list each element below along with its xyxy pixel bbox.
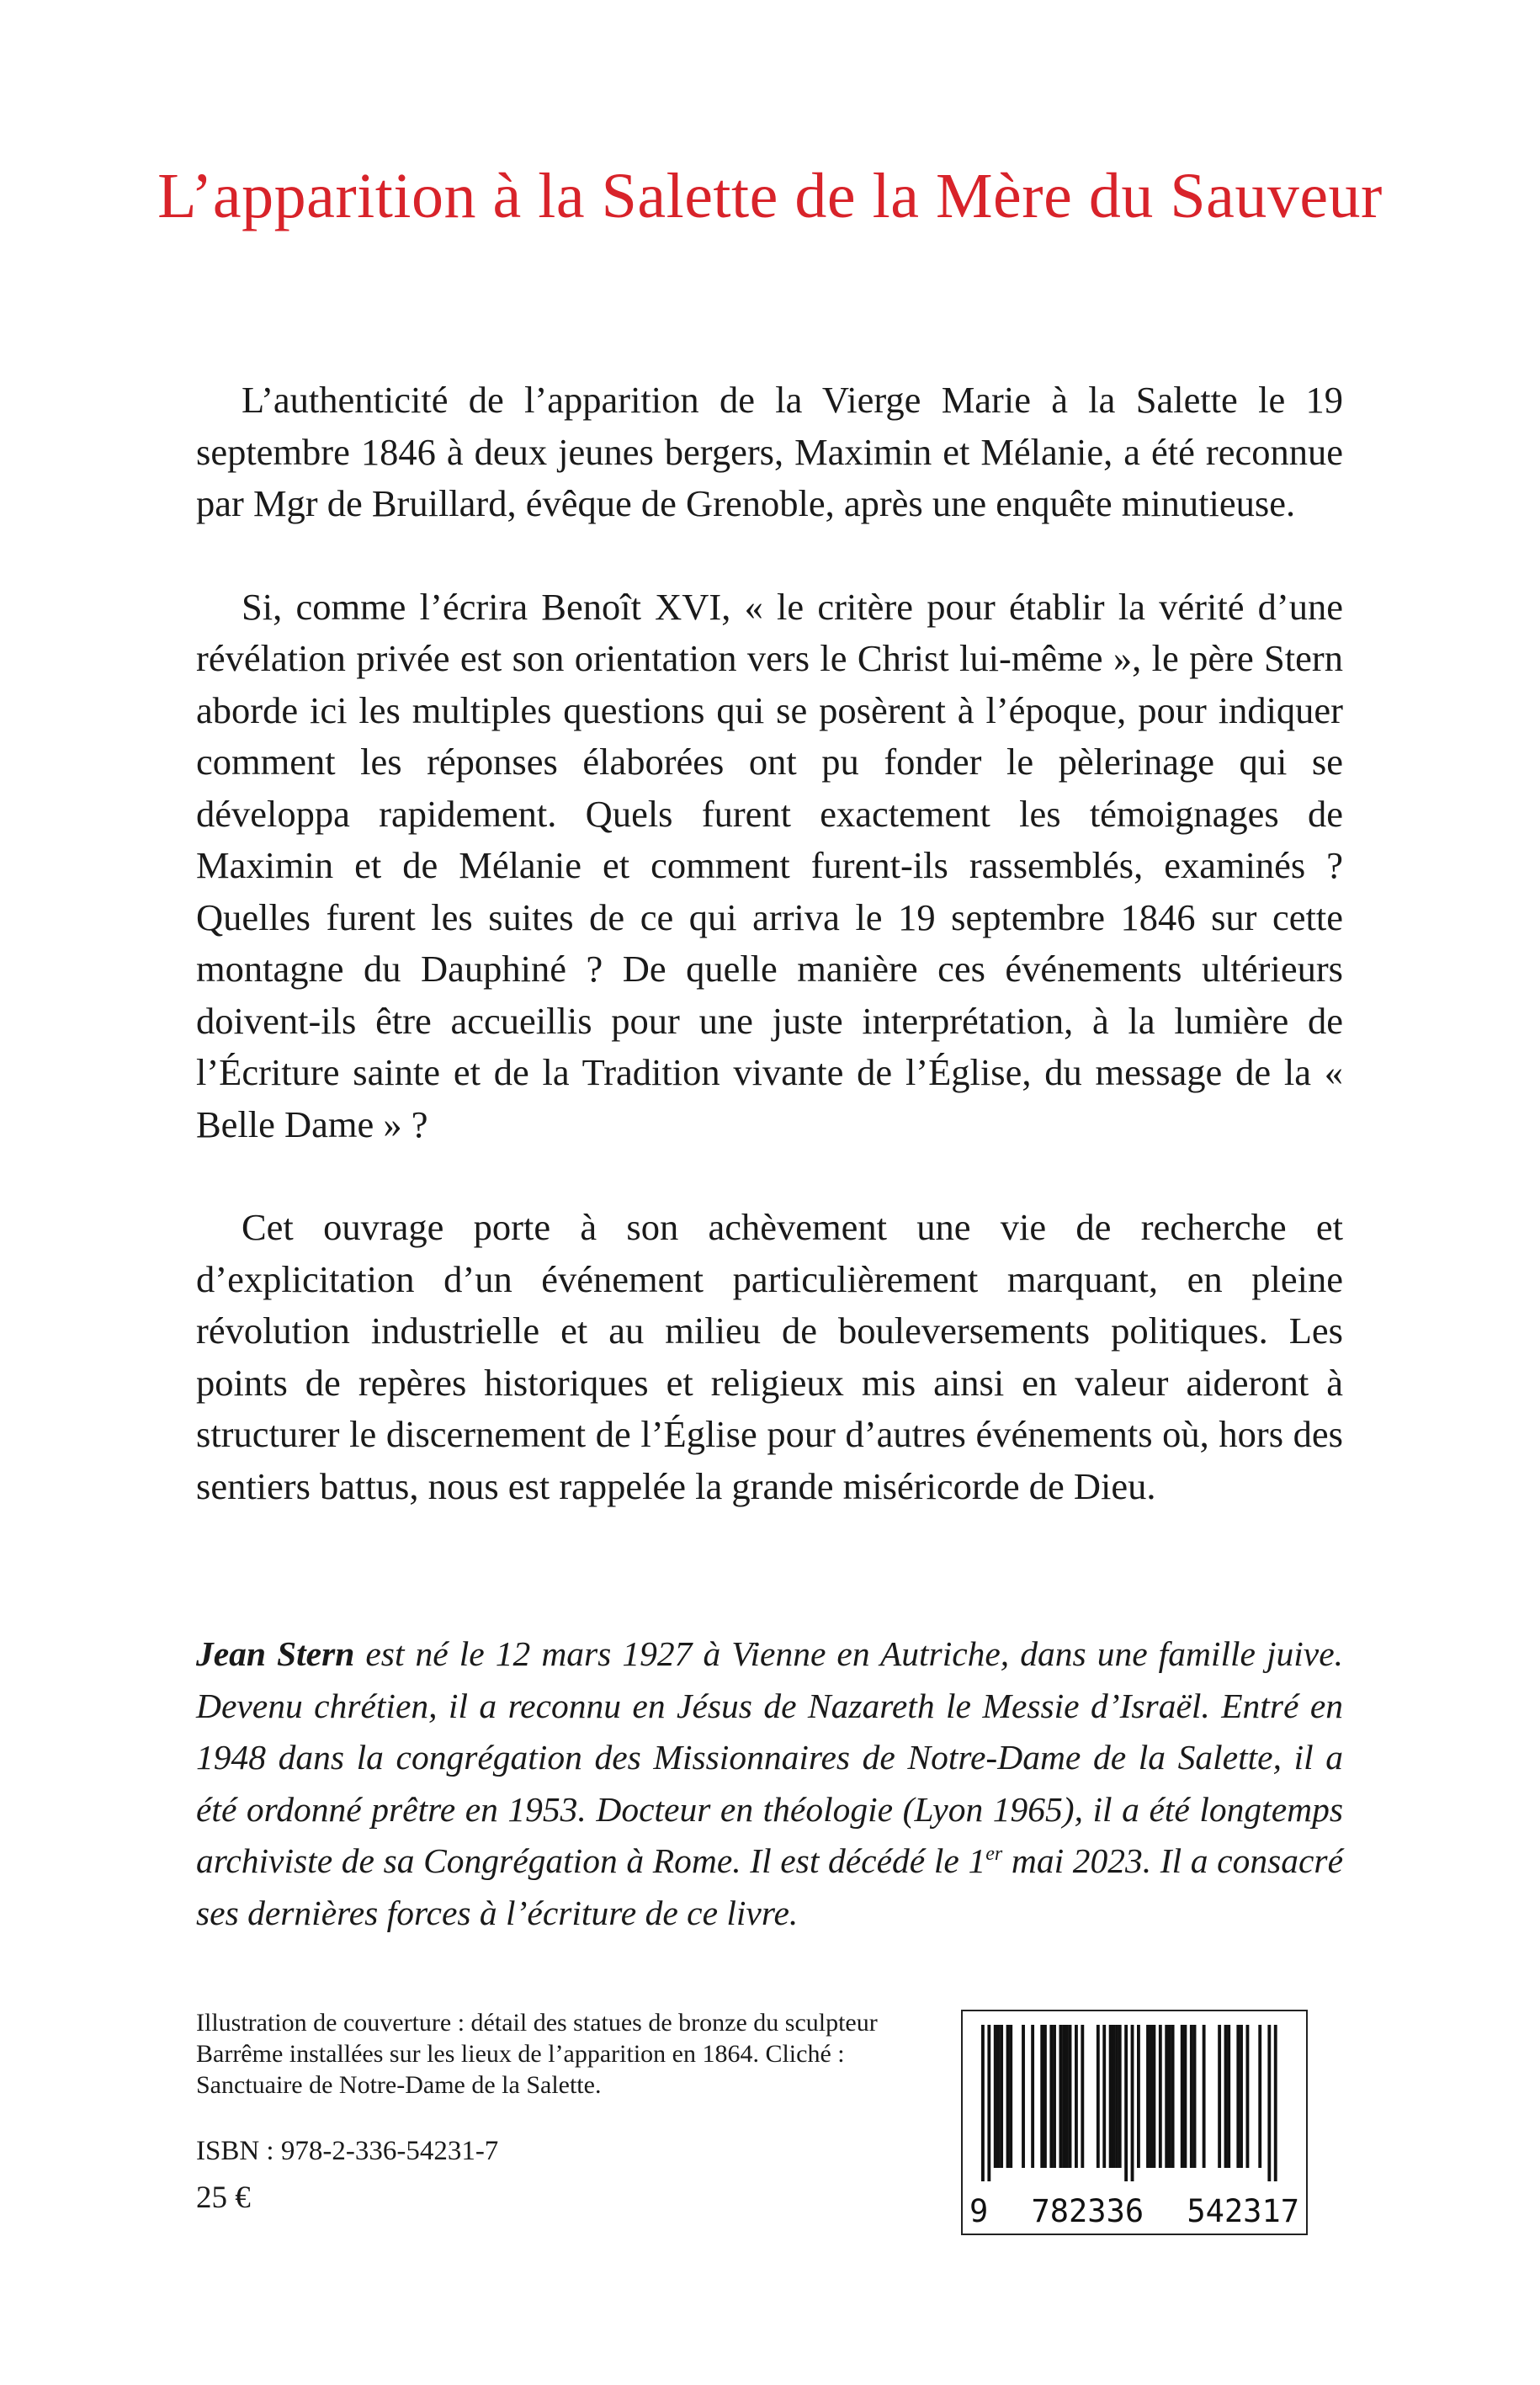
summary-paragraph: L’authenticité de l’apparition de la Vierge Marie à la Salette le 19 septembre 1846 à deux jeunes bergers, Maximin et Mélanie, a été reconnue par Mgr de Bruillard, évêque de Grenoble, après une enquête minutieuse.	[196, 379, 1343, 524]
barcode-bar	[1184, 2025, 1187, 2168]
barcode-bar	[1227, 2025, 1230, 2168]
price: 25 €	[196, 2180, 251, 2215]
barcode-bar	[1115, 2025, 1118, 2168]
barcode-bar	[987, 2025, 990, 2181]
barcode-bar	[1009, 2025, 1012, 2168]
barcode-bar	[1097, 2025, 1100, 2168]
barcode-bar	[1246, 2025, 1250, 2168]
author-name: Jean Stern	[196, 1634, 355, 1673]
barcode-bar	[1165, 2025, 1168, 2168]
summary-paragraph: Si, comme l’écrira Benoît XVI, « le critère pour établir la vérité d’une révélation privée est son orientation vers le Christ lui-même », le père Stern aborde ici les multiples questions qui se posèrent à l’époque, pour indiquer comment les réponses élaborées ont pu fonder le pèlerinage qui se développa rapidement. Quels furent exactement les témoignages de Maximin et de Mélanie et comment furent-ils rassemblés, examinés ? Quelles furent les suites de ce qui arriva le 19 septembre 1846 sur cette montagne du Dauphiné ? De quelle manière ces événements ultérieurs doivent-ils être accueillis pour une juste interprétation, à la lumière de l’Écriture sainte et de la Tradition vivante de l’Église, du message de la « Belle Dame » ?	[196, 585, 1343, 1145]
book-summary	[196, 374, 1343, 1564]
barcode-bar	[1267, 2025, 1271, 2181]
barcode-bar	[1069, 2025, 1072, 2168]
ordinal-superscript: er	[985, 1843, 1003, 1866]
barcode-bar	[1081, 2025, 1084, 2168]
barcode-bar	[1224, 2025, 1228, 2168]
barcode-bars	[963, 2011, 1306, 2184]
barcode-bar	[1040, 2025, 1043, 2168]
barcode-bar	[1193, 2025, 1197, 2168]
barcode-bar	[1102, 2025, 1106, 2168]
barcode	[961, 2010, 1308, 2235]
author-bio-text-end: mai 2023. Il a consacré ses dernières forces à l’écriture de ce livre.	[196, 1841, 1343, 1932]
summary-paragraph: Cet ouvrage porte à son achèvement une vie de recherche et d’explicitation d’un événement particulièrement marquant, en pleine révolution industrielle et au milieu de bouleversements politiques. Les points de repères historiques et religieux mis ainsi en valeur aideront à structurer le discernement de l’Église pour d’autres événements où, hors des sentiers battus, nous est rappelée la grande miséricorde de Dieu.	[196, 1206, 1343, 1507]
barcode-bar	[994, 2025, 997, 2168]
barcode-bar	[981, 2025, 985, 2181]
barcode-bar	[1171, 2025, 1175, 2168]
barcode-bar	[1218, 2025, 1221, 2168]
barcode-bar	[1000, 2025, 1003, 2168]
barcode-bar	[1006, 2025, 1010, 2168]
barcode-bar	[1075, 2025, 1078, 2168]
barcode-bar	[1159, 2025, 1162, 2168]
barcode-bar	[1274, 2025, 1277, 2181]
barcode-bar	[1049, 2025, 1053, 2168]
barcode-bar	[997, 2025, 1001, 2168]
cover-credits: Illustration de couverture : détail des statues de bronze du sculpteur Barrême installées sur les lieux de l’apparition en 1864. Cliché : Sanctuaire de Notre-Dame de la Salette.	[196, 2009, 878, 2099]
barcode-bar	[1181, 2025, 1184, 2168]
isbn: ISBN : 978-2-336-54231-7	[196, 2136, 499, 2166]
barcode-bar	[1258, 2025, 1261, 2168]
barcode-bar	[1043, 2025, 1047, 2168]
barcode-bar	[1062, 2025, 1065, 2168]
barcode-bar	[1137, 2025, 1140, 2168]
barcode-bar	[1203, 2025, 1206, 2168]
barcode-bar	[1168, 2025, 1171, 2168]
barcode-bar	[1118, 2025, 1122, 2168]
barcode-bar	[1112, 2025, 1115, 2168]
book-title: L’apparition à la Salette de la Mère du Sauveur	[157, 161, 1383, 231]
barcode-digit-group: 542317	[1187, 2193, 1299, 2229]
barcode-bar	[1065, 2025, 1069, 2168]
barcode-bar	[1236, 2025, 1240, 2168]
barcode-bar	[1150, 2025, 1153, 2168]
barcode-bar	[1109, 2025, 1113, 2168]
barcode-bar	[1031, 2025, 1034, 2168]
author-bio-text: est né le 12 mars 1927 à Vienne en Autriche, dans une famille juive. Devenu chrétien, il a reconnu en Jésus de Nazareth le Messie d’Israël. Entré en 1948 dans la congrégation des Missionnaires de Notre-Dame de la Salette, il a été ordonné prêtre en 1953. Docteur en théologie (Lyon 1965), il a été longtemps archiviste de sa Congrégation à Rome. Il est décédé le 1	[196, 1634, 1343, 1880]
barcode-bar	[1190, 2025, 1193, 2168]
barcode-bar	[1022, 2025, 1025, 2168]
author-bio	[196, 1628, 1343, 1939]
barcode-bar	[1059, 2025, 1063, 2168]
barcode-bar	[1131, 2025, 1134, 2181]
barcode-bar	[1053, 2025, 1056, 2168]
barcode-bar	[1146, 2025, 1150, 2168]
barcode-bar	[1153, 2025, 1156, 2168]
barcode-bar	[1240, 2025, 1243, 2168]
barcode-digit-group: 782336	[1031, 2193, 1144, 2229]
barcode-digit-group: 9	[969, 2193, 989, 2229]
barcode-digits	[963, 2195, 1306, 2228]
barcode-bar	[1124, 2025, 1128, 2181]
